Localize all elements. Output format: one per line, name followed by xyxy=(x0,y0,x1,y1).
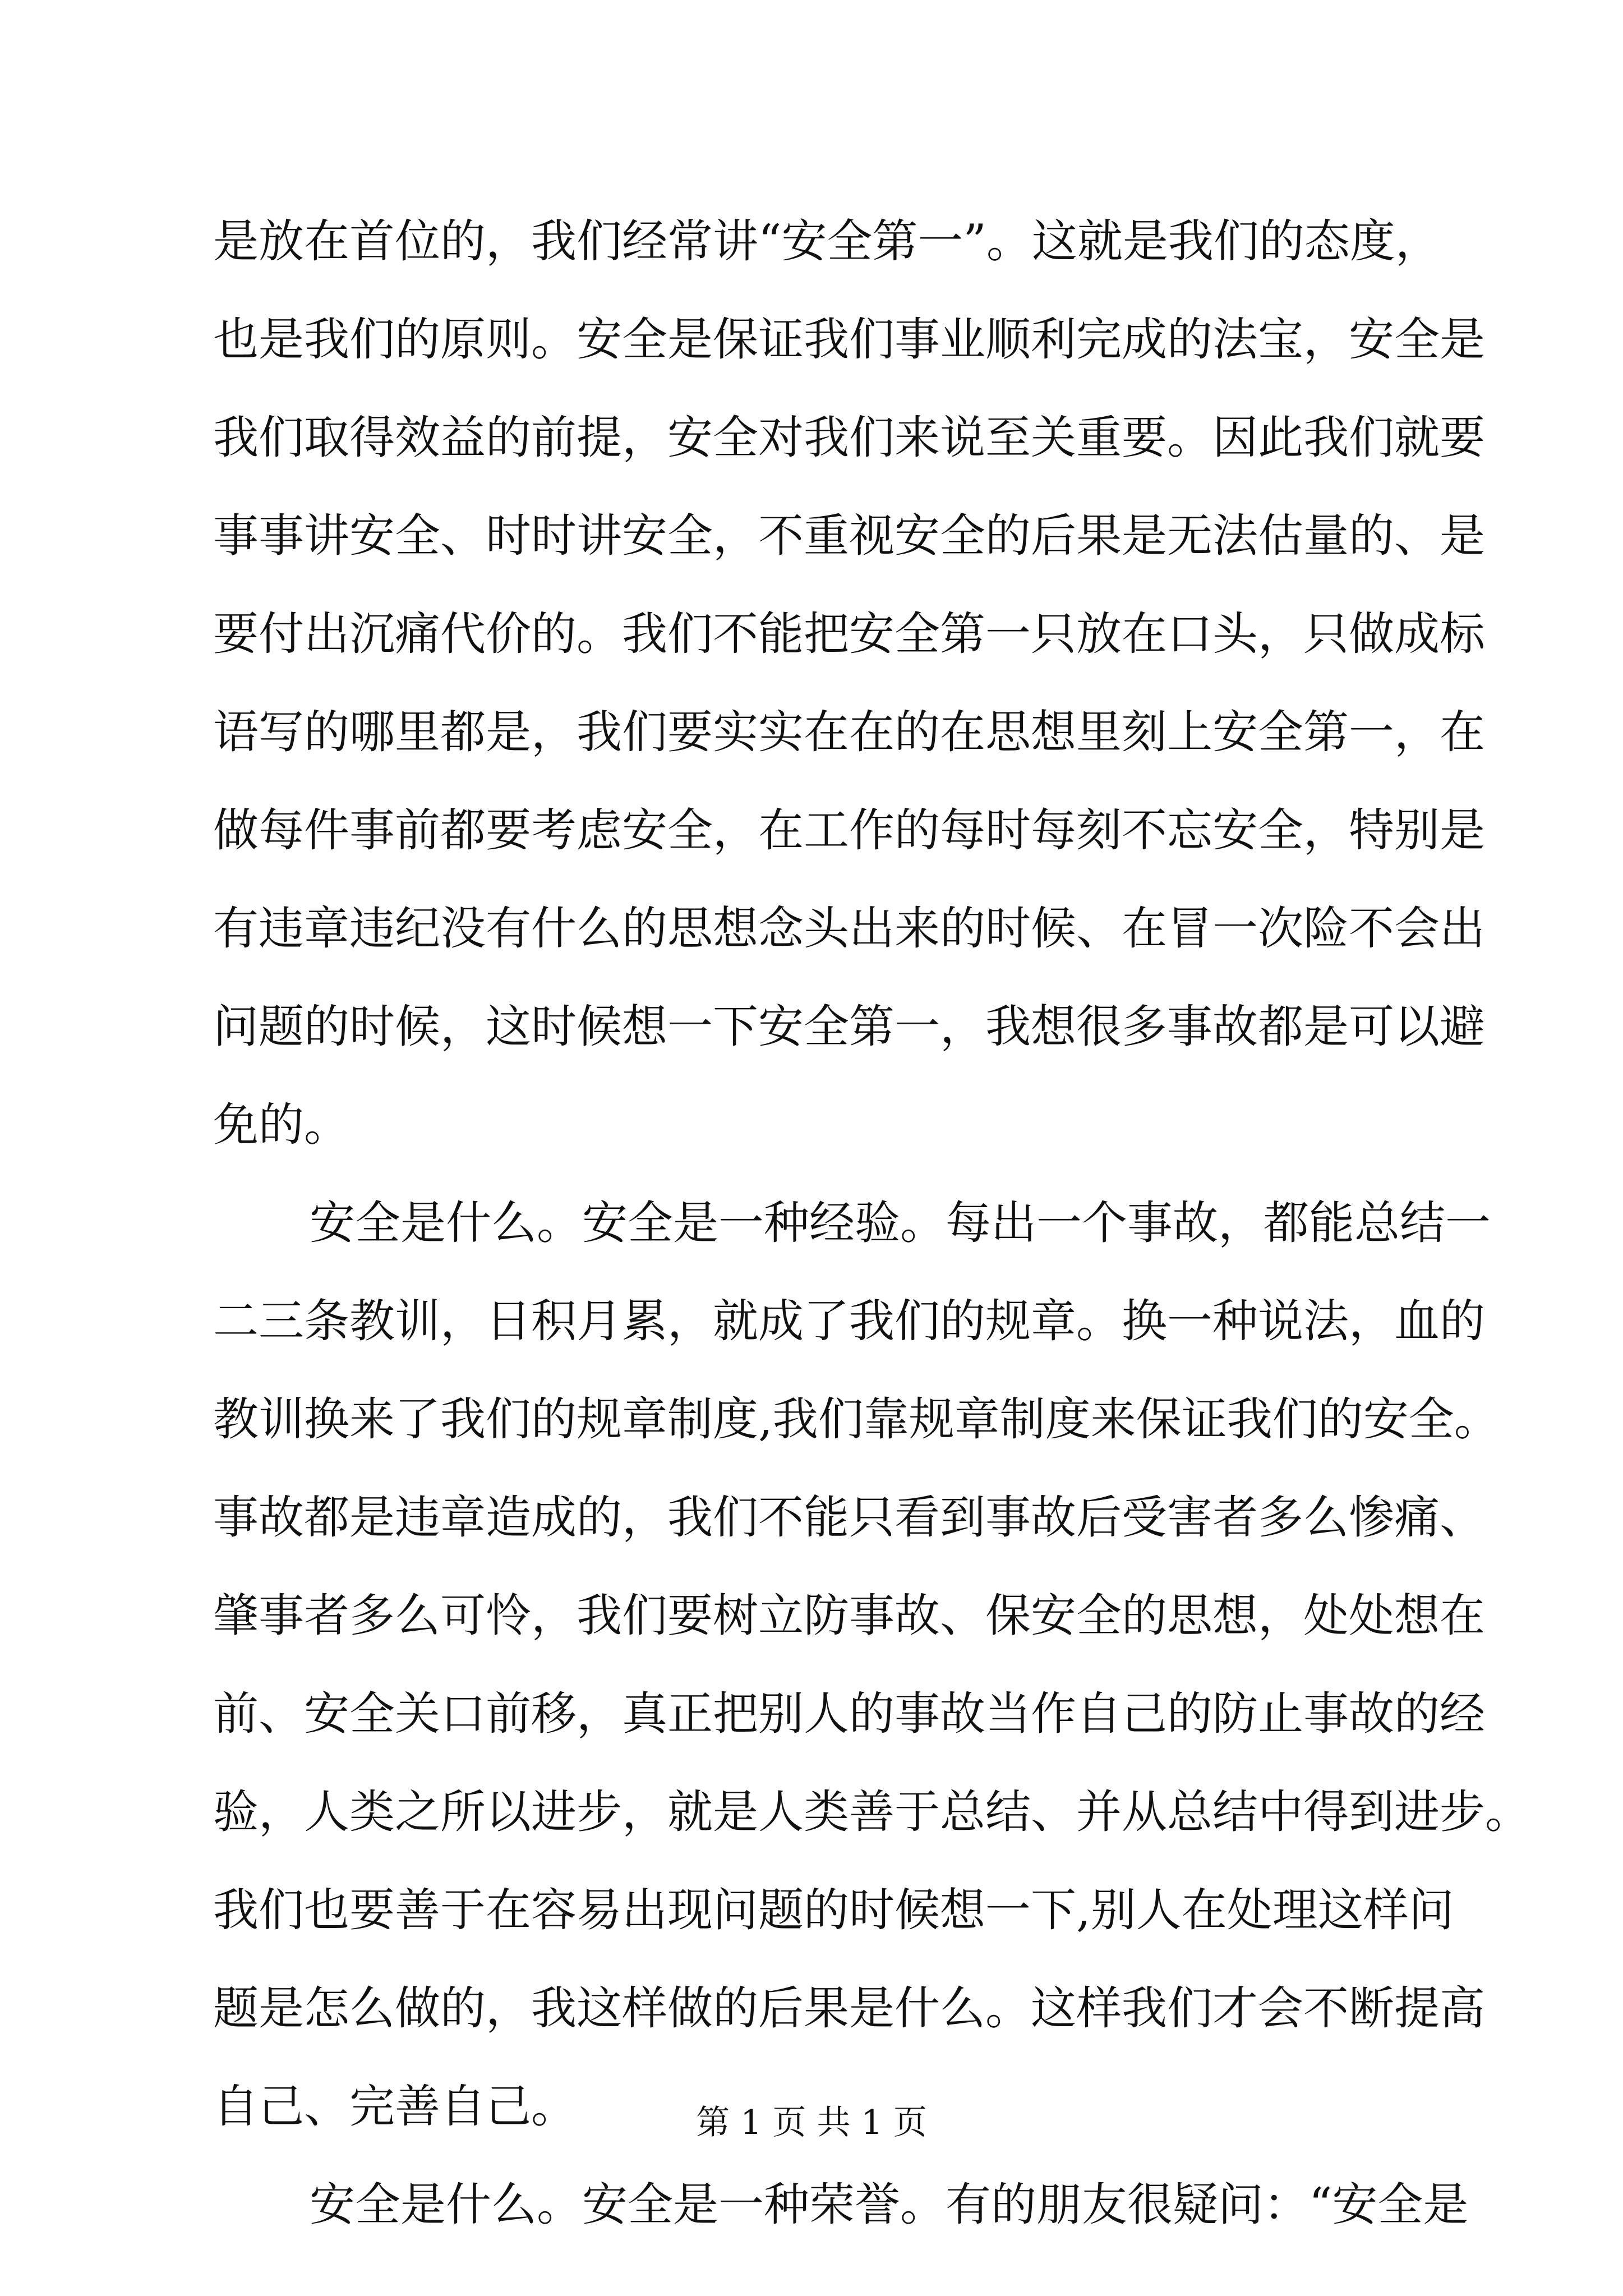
text-line: 自己、完善自己。 xyxy=(213,2081,577,2133)
page-footer: 第 1 页 共 1 页 xyxy=(696,2103,927,2142)
text-line: 事故都是违章造成的，我们不能只看到事故后受害者多么惨痛、 xyxy=(213,1492,1486,1544)
paragraph-first-line: 安全是什么。安全是一种经验。每出一个事故，都能总结一 xyxy=(310,1197,1491,1250)
text-line: 题是怎么做的，我这样做的后果是什么。这样我们才会不断提高 xyxy=(213,1982,1486,2035)
text-line: 语写的哪里都是，我们要实实在在的在思想里刻上安全第一，在 xyxy=(213,706,1486,759)
text-line: 我们也要善于在容易出现问题的时候想一下,别人在处理这样问 xyxy=(213,1884,1454,1937)
text-line: 事事讲安全、时时讲安全，不重视安全的后果是无法估量的、是 xyxy=(213,510,1486,563)
document-body xyxy=(213,193,1531,2254)
text-line: 免的。 xyxy=(213,1099,350,1152)
text-line: 有违章违纪没有什么的思想念头出来的时候、在冒一次险不会出 xyxy=(213,903,1486,955)
paragraph-first-line: 安全是什么。安全是一种荣誉。有的朋友很疑问：“安全是 xyxy=(310,2179,1469,2231)
text-line: 也是我们的原则。安全是保证我们事业顺利完成的法宝，安全是 xyxy=(213,314,1486,366)
text-line: 是放在首位的，我们经常讲“安全第一”。这就是我们的态度， xyxy=(213,215,1441,268)
text-line: 教训换来了我们的规章制度,我们靠规章制度来保证我们的安全。 xyxy=(213,1393,1500,1446)
text-line: 要付出沉痛代价的。我们不能把安全第一只放在口头，只做成标 xyxy=(213,608,1486,661)
text-line: 验，人类之所以进步，就是人类善于总结、并从总结中得到进步。 xyxy=(213,1786,1531,1839)
text-line: 肇事者多么可怜，我们要树立防事故、保安全的思想，处处想在 xyxy=(213,1590,1486,1642)
text-line: 问题的时候，这时候想一下安全第一，我想很多事故都是可以避 xyxy=(213,1001,1486,1053)
text-line: 我们取得效益的前提，安全对我们来说至关重要。因此我们就要 xyxy=(213,412,1486,464)
text-line: 做每件事前都要考虑安全，在工作的每时每刻不忘安全，特别是 xyxy=(213,804,1486,857)
text-line: 前、安全关口前移，真正把别人的事故当作自己的防止事故的经 xyxy=(213,1688,1486,1741)
text-line: 二三条教训，日积月累，就成了我们的规章。换一种说法，血的 xyxy=(213,1295,1486,1348)
